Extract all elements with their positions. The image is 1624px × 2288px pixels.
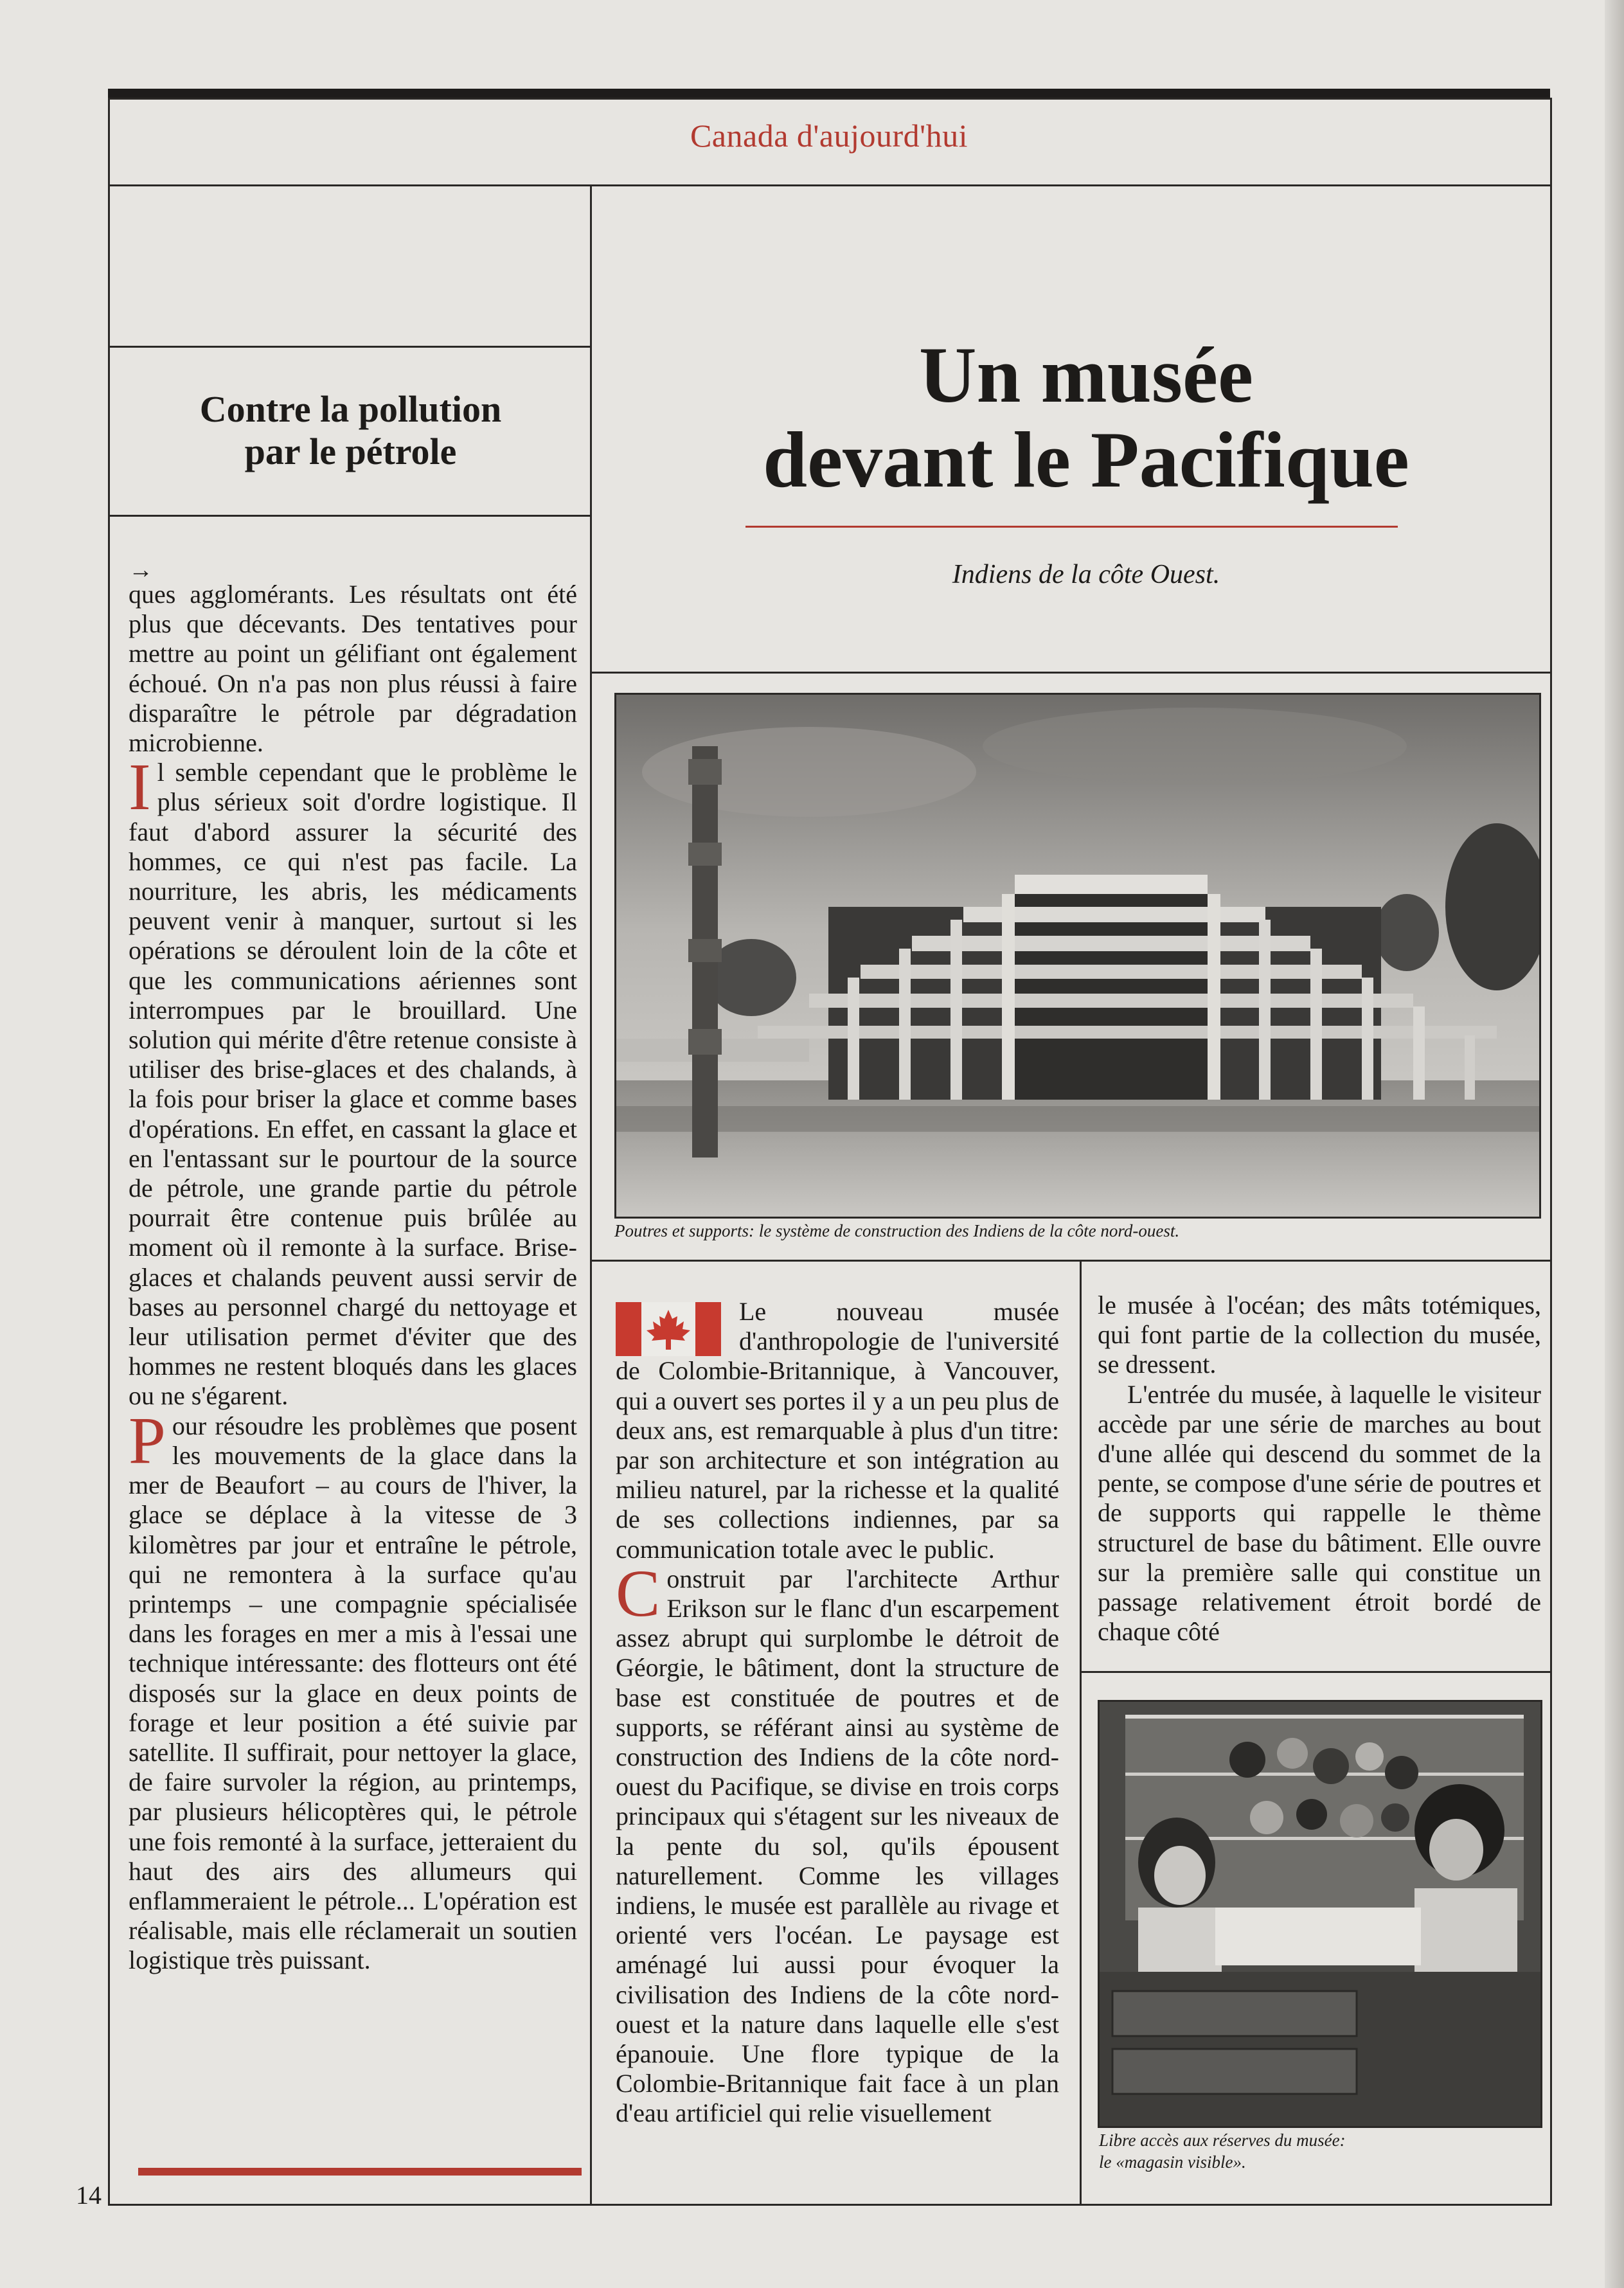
- continuation-arrow: →: [129, 557, 153, 584]
- col2-paragraph-1: le musée à l'océan; des mâts totémiques, qui font partie de la collection du musée, se dressent.: [1098, 1291, 1541, 1379]
- col2-paragraph-2: L'entrée du musée, à laquelle le visiteur accède par une série de marches au bout d'une allée qui descend du sommet de la pente, se compose d'une série de poutres et de supports qui rappelle le thème structurel de base du bâtiment. Elle ouvre sur la première salle qui constitue un passage relativement étroit bordé de chaque côté: [1098, 1379, 1541, 1647]
- left-box-divider-1: [108, 346, 592, 348]
- canadian-flag-icon: [616, 1302, 721, 1356]
- photo-box-bottom-line: [590, 1260, 1552, 1262]
- photo1-caption: Poutres et supports: le système de construction des Indiens de la côte nord-ouest.: [614, 1221, 1180, 1240]
- page-edge-shadow: [1605, 0, 1624, 2288]
- museum-building-photo: [614, 693, 1541, 1219]
- title-red-rule: [745, 526, 1398, 528]
- left-box-divider-2: [108, 515, 592, 517]
- left-column-end-rule: [138, 2168, 582, 2176]
- column-divider-left: [590, 184, 592, 2206]
- left-paragraph-3: [129, 1403, 577, 1976]
- left-title-line-1: Contre la pollution: [199, 388, 502, 430]
- main-article-subtitle: Indiens de la côte Ouest.: [952, 560, 1220, 589]
- visible-storage-photo: [1098, 1700, 1542, 2128]
- dropcap-c: C: [616, 1556, 661, 1631]
- frame-left-line: [108, 98, 110, 2206]
- frame-top-line: [108, 98, 1552, 100]
- section-header-title: Canada d'aujourd'hui: [690, 118, 968, 154]
- top-black-bar: [108, 89, 1550, 98]
- dropcap-i: I: [129, 750, 151, 825]
- museum-building-illustration: [616, 695, 1539, 1217]
- left-paragraph-3-text: our résoudre les problèmes que posent les mouvements de la glace dans la mer de Beaufort – au cours de l'hiver, la glace se déplace à la vitesse de 3 kilomètres par jour et entraîne le pétrole, qui ne remontera à la surface qu'au printemps – une compagnie spécialisée dans les forages en mer a mis à l'essai une technique intéressante: des flotteurs ont été disposés sur la glace en deux points de forage et leur position a été suivie par satellite. Il suffirait, pour nettoyer la glace, de faire survoler la région, au printemps, par plusieurs hélicoptères qui, le pétrole une fois remonté à la surface, jetteraient du haut des airs des allumeurs qui enflammeraient le pétrole... L'opération est réalisable, mais elle réclamerait un soutien logistique très puissant.: [129, 1411, 577, 1975]
- photo2-caption-line-1: Libre accès aux réserves du musée:: [1099, 2131, 1346, 2150]
- main-title-line-2: devant le Pacifique: [763, 416, 1409, 504]
- main-article-title: [643, 333, 1530, 503]
- dropcap-p: P: [129, 1403, 166, 1478]
- page-number: 14: [76, 2181, 102, 2210]
- left-paragraph-2: [129, 750, 577, 1411]
- left-paragraph-1: ques agglomérants. Les résultats ont été plus que décevants. Des tentatives pour mettre au point un gélifiant ont également échoué. On n'a pas non plus réussi à faire disparaître le pétrole par dégradation microbienne.: [129, 580, 577, 758]
- left-title-line-2: par le pétrole: [244, 431, 457, 472]
- visible-storage-illustration: [1100, 1702, 1540, 2126]
- main-title-line-1: Un musée: [918, 331, 1254, 419]
- frame-right-line: [1550, 98, 1552, 2206]
- left-article-title: [111, 388, 590, 473]
- photo-box-top-line: [590, 672, 1552, 674]
- main-paragraph-1-text: Le nouveau musée d'anthropologie de l'université de Colombie-Britannique, à Vancouver, qui a ouvert ses portes il y a un peu plus de deux ans, est remarquable à plus d'un titre: par son architecture et son intégration au milieu naturel, par la richesse et la qualité de ses collections indiennes, par sa communication totale avec le public.: [616, 1297, 1059, 1564]
- frame-bottom-line: [108, 2204, 1552, 2206]
- photo2-caption: [1099, 2129, 1536, 2173]
- photo2-caption-line-2: le «magasin visible».: [1099, 2152, 1246, 2172]
- main-paragraph-2: [616, 1556, 1059, 2129]
- photo2-box-top-line: [1080, 1671, 1552, 1673]
- main-paragraph-2-text: onstruit par l'architecte Arthur Erikson sur le flanc d'un escarpement assez abrupt qui surplombe le détroit de Géorgie, le bâtiment, dont la structure de base est constituée de poutres et de supports, se référant ainsi au système de construction des Indiens de la côte nord-ouest du Pacifique, se divise en trois corps principaux qui s'étagent sur les niveaux de la pente du sol, qu'ils épousent naturellement. Comme les villages indiens, le musée est parallèle au rivage et orienté vers l'océan. Le paysage est aménagé lui aussi pour évoquer la civilisation des Indiens de la côte nord-ouest et la nature dans laquelle elle s'est épanouie. Une flore typique de la Colombie-Britannique fait face à un plan d'eau artificiel qui relie visuellement: [616, 1564, 1059, 2128]
- main-article-column-2: [1098, 1291, 1541, 1647]
- left-article-body: [129, 557, 577, 1976]
- column-divider-right: [1080, 1260, 1082, 2206]
- header-divider: [108, 184, 1552, 186]
- left-paragraph-2-text: l semble cependant que le problème le plus sérieux soit d'ordre logistique. Il faut d'abord assurer la sécurité des hommes, ce qui n'est pas facile. La nourriture, les abris, les médicaments peuvent venir à manquer, surtout si les opérations se déroulent loin de la côte et que les communications aériennes sont interrompues par le brouillard. Une solution qui mérite d'être retenue consiste à utiliser des brise-glaces et des chalands, à la fois pour briser la glace et comme bases d'opérations. En effet, en cassant la glace et en l'entassant sur le pourtour de la source de pétrole, une grande partie du pétrole pourrait être contenue puis brûlée au moment où il remonte à la surface. Brise-glaces et chalands peuvent aussi servir de bases au personnel chargé du nettoyage et leur utilisation permet d'éviter que des hommes ne restent bloqués dans les glaces ou ne s'égarent.: [129, 758, 577, 1411]
- main-paragraph-1: [616, 1297, 1059, 1564]
- main-article-column-1: [616, 1297, 1059, 2129]
